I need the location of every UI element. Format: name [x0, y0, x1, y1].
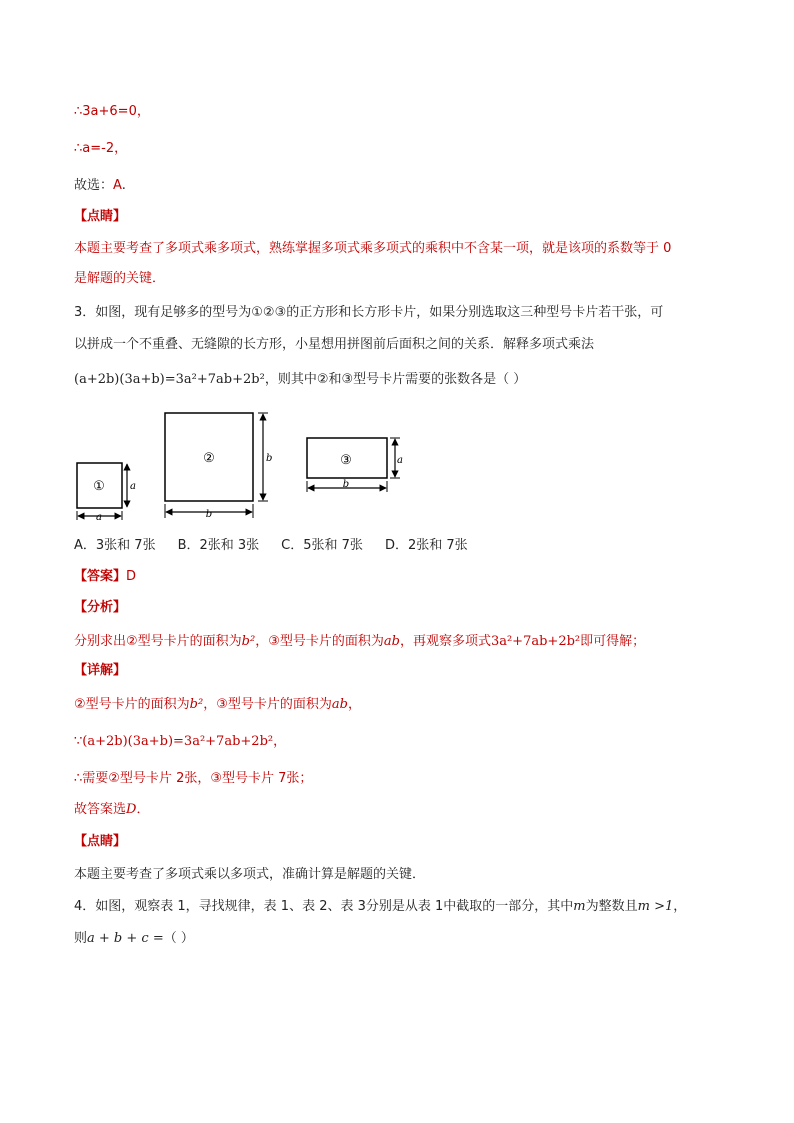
- analysis-part: ，再观察多项式: [399, 634, 491, 649]
- choice-prefix: 故选：: [74, 178, 114, 193]
- cards-figure: [72, 408, 412, 523]
- comment-line-2: 是解题的关键．: [74, 271, 166, 286]
- detail-math-b2: b²: [189, 697, 204, 712]
- question-3-options: [74, 537, 490, 555]
- detail-line-3: [74, 770, 312, 788]
- card-3-label: ③: [340, 453, 352, 468]
- card-2-bottom-label: b: [205, 509, 213, 520]
- detail-answer: D: [126, 802, 137, 817]
- detail-part: ，③型号卡片的面积为: [203, 697, 332, 712]
- detail-part: ，: [273, 734, 287, 749]
- detail-part: ．: [136, 802, 150, 817]
- question-4-part: 4．如图，观察表 1，寻找规律，表 1、表 2、表 3分别是从表 1中截取的一部分，其中: [74, 899, 574, 914]
- comment-heading-prev: 【点睛】: [74, 209, 127, 224]
- card-1-label: ①: [93, 479, 105, 494]
- detail-because: ∵: [74, 734, 83, 749]
- detail-formula: (a+2b)(3a+b)=3a²+7ab+2b²: [82, 734, 274, 749]
- choice-suffix: .: [121, 178, 126, 193]
- option-c[interactable]: C．5张和 7张: [281, 538, 363, 553]
- card-1: [77, 463, 136, 523]
- question-4-blank: （ ）: [163, 931, 194, 946]
- detail-part: ，: [347, 697, 361, 712]
- analysis-part: 分别求出②型号卡片的面积为: [74, 634, 242, 649]
- question-3-formula: (a+2b)(3a+b)=3a²+7ab+2b²: [74, 372, 265, 387]
- choice-value: A: [113, 178, 122, 193]
- comment-text: 本题主要考查了多项式乘以多项式，准确计算是解题的关键．: [74, 867, 426, 882]
- question-4-math-sum: a + b + c =: [87, 931, 164, 946]
- answer-value: D: [126, 569, 137, 584]
- question-3-line-2: 以拼成一个不重叠、无缝隙的长方形，小星想用拼图前后面积之间的关系．解释多项式乘法: [74, 337, 595, 352]
- card-2-side-label: b: [266, 453, 273, 464]
- analysis-math-b2: b²: [241, 634, 256, 649]
- detail-math-ab: ab: [331, 697, 348, 712]
- detail-heading: 【详解】: [74, 663, 127, 678]
- question-3-line-3: [74, 371, 526, 389]
- analysis-math-ab: ab: [383, 634, 400, 649]
- choice-line: [74, 177, 126, 195]
- analysis-math-polynomial: 3a²+7ab+2b²: [490, 634, 581, 649]
- card-3: [307, 438, 403, 492]
- detail-line-4: [74, 801, 149, 819]
- option-a[interactable]: A．3张和 7张: [74, 538, 156, 553]
- question-3-line-3-suffix: ，则其中②和③型号卡片需要的张数各是（ ）: [264, 372, 527, 387]
- question-4-line-2: [74, 930, 194, 948]
- analysis-heading: 【分析】: [74, 600, 127, 615]
- answer-heading: 【答案】: [74, 569, 127, 584]
- detail-part: ②型号卡片的面积为: [74, 697, 190, 712]
- question-3-line-1: 3．如图，现有足够多的型号为①②③的正方形和长方形卡片，如果分别选取这三种型号卡片若干张，可: [74, 305, 664, 320]
- card-2: [165, 413, 272, 520]
- answer-line: [74, 568, 136, 586]
- card-1-bottom-label: a: [96, 512, 102, 523]
- detail-part: 故答案选: [74, 802, 127, 817]
- detail-line-1: [74, 696, 361, 714]
- detail-part: ②型号卡片 2张，③型号卡片 7张；: [108, 771, 313, 786]
- card-3-side-label: a: [397, 455, 403, 466]
- option-d[interactable]: D．2张和 7张: [384, 538, 468, 553]
- question-4-math-m: m: [573, 899, 586, 914]
- comment-heading: 【点睛】: [74, 834, 127, 849]
- option-b[interactable]: B．2张和 3张: [177, 538, 260, 553]
- analysis-part: 即可得解；: [580, 634, 646, 649]
- card-3-bottom-label: b: [342, 479, 350, 490]
- analysis-text: [74, 633, 645, 651]
- question-4-part: 则: [74, 931, 88, 946]
- question-4-part: 为整数且: [585, 899, 638, 914]
- card-2-label: ②: [203, 451, 215, 466]
- detail-therefore: ∴需要: [74, 771, 109, 786]
- solution-step-1: ∴3a+6=0，: [74, 104, 150, 119]
- question-4-part: ，: [673, 899, 687, 914]
- detail-line-2: [74, 733, 286, 751]
- comment-line-1: 本题主要考查了多项式乘多项式，熟练掌握多项式乘多项式的乘积中不含某一项，就是该项的系数等于 0: [74, 241, 672, 256]
- question-4-math-condition: m >1: [637, 899, 674, 914]
- solution-step-2: ∴a=-2，: [74, 141, 128, 156]
- question-4-line-1: [74, 898, 686, 916]
- analysis-part: ，③型号卡片的面积为: [255, 634, 384, 649]
- card-1-side-label: a: [130, 481, 136, 492]
